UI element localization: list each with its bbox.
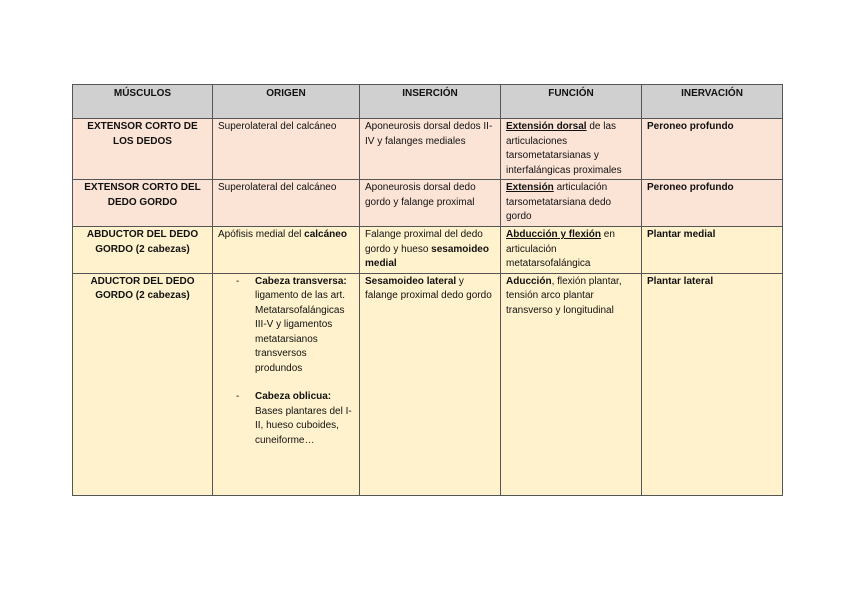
function-text: en articulación metatarsofalángica xyxy=(506,229,615,269)
muscle-name: ABDUCTOR DEL DEDO GORDO (2 cabezas) xyxy=(73,227,213,274)
muscle-name: ADUCTOR DEL DEDO GORDO (2 cabezas) xyxy=(73,273,213,495)
dash-bullet: - xyxy=(236,391,240,402)
head-text: Bases plantares del I-II, hueso cuboides, cuneiforme… xyxy=(255,405,352,446)
function-text: articulación tarsometatarsiana dedo gordo xyxy=(506,182,612,222)
table-row xyxy=(73,180,783,227)
head-title: Cabeza transversa: xyxy=(255,275,347,287)
insertion-bold: sesamoideo medial xyxy=(365,243,489,269)
function-bold: Aducción xyxy=(506,275,552,287)
insertion-text: y falange proximal dedo gordo xyxy=(365,275,492,301)
function-highlight: Extensión xyxy=(506,182,554,193)
function-cell xyxy=(501,273,642,495)
function-highlight: Abducción y flexión xyxy=(506,229,602,240)
header-insercion: INSERCIÓN xyxy=(360,85,501,119)
insertion-cell: Aponeurosis dorsal dedo gordo y falange proximal xyxy=(360,180,501,227)
function-highlight: Extensión dorsal xyxy=(506,121,587,132)
list-item xyxy=(218,390,354,448)
function-cell xyxy=(501,119,642,180)
header-musculos: MÚSCULOS xyxy=(73,85,213,119)
insertion-cell xyxy=(360,273,501,495)
origin-heads-list xyxy=(218,275,354,449)
function-cell xyxy=(501,180,642,227)
origin-cell xyxy=(213,273,360,495)
table-row xyxy=(73,119,783,180)
function-cell xyxy=(501,227,642,274)
origin-cell: Superolateral del calcáneo xyxy=(213,119,360,180)
muscles-table xyxy=(72,84,783,496)
innervation-cell: Plantar medial xyxy=(642,227,783,274)
header-row xyxy=(73,85,783,119)
origin-cell: Superolateral del calcáneo xyxy=(213,180,360,227)
head-text: ligamento de las art. Metatarsofalángicas III-V y ligamentos metatarsianos transversos produndos xyxy=(255,290,346,374)
header-funcion: FUNCIÓN xyxy=(501,85,642,119)
muscle-name: EXTENSOR CORTO DE LOS DEDOS xyxy=(73,119,213,180)
header-inervacion: INERVACIÓN xyxy=(642,85,783,119)
header-origen: ORIGEN xyxy=(213,85,360,119)
origin-bold: calcáneo xyxy=(304,229,347,240)
innervation-cell: Peroneo profundo xyxy=(642,119,783,180)
origin-cell xyxy=(213,227,360,274)
innervation-cell: Plantar lateral xyxy=(642,273,783,495)
function-text: de las articulaciones tarsometatarsianas y interfalángicas proximales xyxy=(506,121,622,176)
origin-text: Apófisis medial del xyxy=(218,229,305,240)
insertion-bold: Sesamoideo lateral xyxy=(365,275,457,287)
function-text: , flexión plantar, tensión arco plantar transverso y longitudinal xyxy=(506,275,622,316)
insertion-cell xyxy=(360,227,501,274)
head-title: Cabeza oblicua: xyxy=(255,391,332,402)
innervation-cell: Peroneo profundo xyxy=(642,180,783,227)
dash-bullet: - xyxy=(236,275,240,287)
table-row xyxy=(73,273,783,495)
list-item xyxy=(218,275,354,377)
insertion-text: Falange proximal del dedo gordo y hueso xyxy=(365,229,483,255)
insertion-cell: Aponeurosis dorsal dedos II-IV y falanges mediales xyxy=(360,119,501,180)
table-row xyxy=(73,227,783,274)
muscle-name: EXTENSOR CORTO DEL DEDO GORDO xyxy=(73,180,213,227)
